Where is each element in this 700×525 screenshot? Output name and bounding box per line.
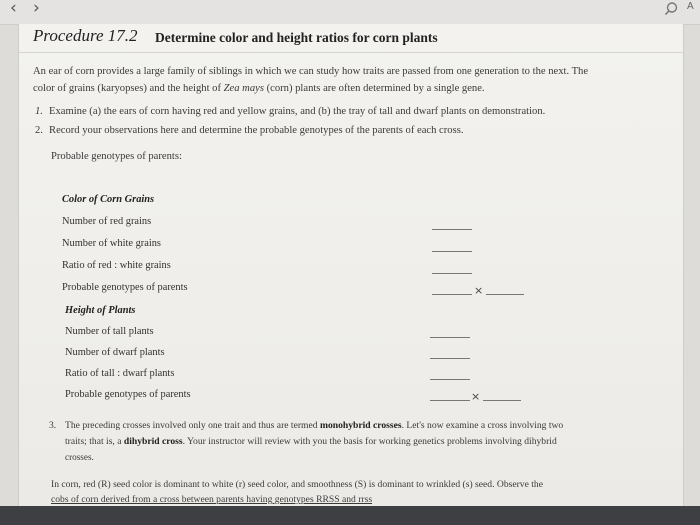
row-color-genotypes: Probable genotypes of parents (62, 282, 188, 293)
step-2-number: 2. (35, 125, 43, 136)
chevron-left-icon[interactable]: ‹ (10, 0, 17, 18)
answer-blank-tall[interactable] (430, 337, 470, 338)
step-2-text: Record your observations here and determine the probable genotypes of the parents of each cross. (49, 125, 464, 136)
chevron-right-icon[interactable]: › (33, 0, 40, 18)
step-1-text: Examine (a) the ears of corn having red and yellow grains, and (b) the tray of tall and dwarf plants on demonstration. (49, 106, 546, 117)
intro-line-1: An ear of corn provides a large family of siblings in which we can study how traits are passed from one generation to the next. The (33, 66, 589, 77)
bottom-bar (0, 506, 700, 525)
answer-blank-color-ratio[interactable] (432, 273, 472, 274)
answer-blank-dwarf[interactable] (430, 358, 470, 359)
final-paragraph-line-2: cobs of corn derived from a cross between parents having genotypes RRSS and rrss (51, 494, 373, 505)
answer-blank-red[interactable] (432, 229, 472, 230)
document-page (18, 24, 684, 510)
divider (19, 52, 683, 53)
answer-blank-color-parent-1[interactable] (432, 294, 472, 295)
search-icon[interactable] (663, 1, 679, 17)
step-1-number: 1. (35, 106, 43, 117)
cross-symbol: × (474, 284, 484, 297)
row-red-grains: Number of red grains (62, 216, 152, 227)
height-section-heading: Height of Plants (65, 305, 136, 316)
answer-blank-height-parent-2[interactable] (483, 400, 521, 401)
intro-line-2: color of grains (karyopses) and the height of Zea mays (corn) plants are often determined by a single gene. (33, 83, 485, 94)
browser-toolbar (0, 0, 700, 25)
truncated-toolbar-text: A (687, 1, 694, 12)
row-white-grains: Number of white grains (62, 238, 161, 249)
row-dwarf-plants: Number of dwarf plants (65, 347, 165, 358)
step-3-number: 3. (49, 420, 57, 431)
answer-blank-white[interactable] (432, 251, 472, 252)
row-tall-plants: Number of tall plants (65, 326, 154, 337)
row-ratio-red-white: Ratio of red : white grains (62, 260, 171, 271)
color-section-heading: Color of Corn Grains (62, 194, 155, 205)
row-ratio-tall-dwarf: Ratio of tall : dwarf plants (65, 368, 175, 379)
answer-blank-color-parent-2[interactable] (486, 294, 524, 295)
final-paragraph-line-1: In corn, red (R) seed color is dominant to white (r) seed color, and smoothness (S) is dominant to wrinkled (s) seed. Observe the (51, 479, 543, 490)
step-3-line-1: The preceding crosses involved only one trait and thus are termed monohybrid crosses. Let's now examine a cross involving two (65, 420, 564, 431)
row-height-genotypes: Probable genotypes of parents (65, 389, 191, 400)
step-3-line-3: crosses. (65, 452, 94, 462)
step-3-line-2: traits; that is, a dihybrid cross. Your instructor will review with you the basis for working genetics problems involving dihybrid (65, 436, 557, 447)
procedure-title: Determine color and height ratios for corn plants (155, 30, 438, 45)
procedure-label: Procedure 17.2 (33, 26, 138, 45)
answer-blank-height-ratio[interactable] (430, 379, 470, 380)
answer-blank-height-parent-1[interactable] (430, 400, 470, 401)
probable-genotypes-label: Probable genotypes of parents: (51, 151, 182, 162)
cross-symbol: × (471, 390, 481, 403)
